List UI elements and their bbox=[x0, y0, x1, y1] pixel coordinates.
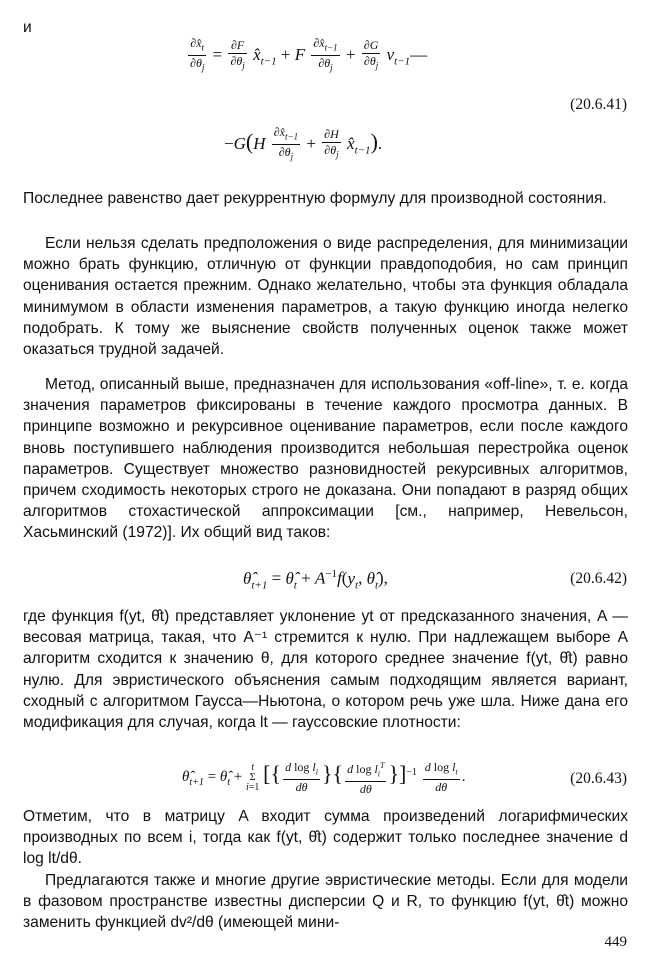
equation-label-20-6-42: (20.6.42) bbox=[570, 570, 627, 587]
paragraph-2: Если нельзя сделать предположения о виде распределения, для минимизации можно брать функцию, отличную от функции правдоподобия, но сам принцип оценивания остается прежним. Однако желательно, чтобы эта функция обладала минимумом в области изменения параметров, а такую функцию иногда нелегко подобрать. К тому же выяснение свойств полученных оценок также может оказаться трудной задачей. bbox=[23, 235, 628, 359]
page-number: 449 bbox=[604, 934, 627, 950]
equation-label-20-6-41: (20.6.41) bbox=[570, 96, 627, 113]
paragraph-1: Последнее равенство дает рекуррентную формулу для производной состояния. bbox=[23, 190, 607, 207]
paragraph-3: Метод, описанный выше, предназначен для использования «off-line», т. е. когда значения параметров фиксированы в течение каждого просмотра данных. В принципе возможно и рекурсивное оценивание параметров, если после каждого вновь поступившего наблюдения производится небольшая перестройка оценок параметров. Существует множество разновидностей рекурсивных алгоритмов, причем сходимость некоторых строго не доказана. Они попадают в разряд общих алгоритмов стохастической аппроксимации [см., например, Невельсон, Хасьминский (1972)]. Их общий вид таков: bbox=[23, 376, 628, 542]
equation-20-6-42: $\thetâ_{t+1}$ = $\thetâ_t + A^{-1}f(y_t$, $\thetâ_t$), bbox=[243, 568, 388, 592]
paragraph-5: Отметим, что в матрицу A входит сумма произведений логарифмических производных по всем i, тогда как f(yt, θ̂t) содержит только последнее значение d log lt/dθ. bbox=[23, 808, 628, 868]
equation-20-6-43: $\thetâ_{t+1}$ = $\thetâ_t + t$ Σ i=1 [{ $\frac{d \log l_i}{d\theta}$ }{ $\frac{d \log l_i^T}{d\theta}$ }]$^{-1}$ $\frac{d \log l_t}{d\theta}$ . bbox=[182, 760, 466, 797]
paragraph-4: где функция f(yt, θ̂t) представляет уклонение yt от предсказанного значения, A — весовая матрица, такая, что A⁻¹ стремится к нулю. При надлежащем выборе A алгоритм сходится к значению θ, для которого среднее значение f(yt, θ̂t) равно нулю. Для эвристического объяснения самым подходящим является вариант, сходный с алгоритмом Гаусса—Ньютона, о котором речь уже шла. Ниже дана его модификация для случая, когда lt — гауссовские плотности: bbox=[23, 608, 628, 732]
lead-conjunction: и bbox=[23, 19, 32, 36]
paragraph-6: Предлагаются также и многие другие эвристические методы. Если для модели в фазовом пространстве известны дисперсии Q и R, то функцию f(yt, θ̂t) можно заменить функцией dv²/dθ (имеющей мини- bbox=[23, 872, 628, 932]
equation-20-6-41-line1: $\frac{\partial x̂_t}{\partial\theta_j}$ = $\frac{\partial F}{\partial\theta_j}$ $x̂_{t-1} + F$ $\frac{\partial x̂_{t-1}}{\partial\theta_j}$ + $\frac{\partial G}{\partial\theta_j}$ $v_{t-1}—$ bbox=[190, 36, 428, 73]
equation-label-20-6-43: (20.6.43) bbox=[570, 770, 627, 787]
equation-20-6-41-line2: −G(H $\frac{\partial x̂_{t-1}}{\partial\theta_j}$ + $\frac{\partial H}{\partial\theta_j}$ $x̂_{t-1}$). bbox=[224, 125, 383, 162]
